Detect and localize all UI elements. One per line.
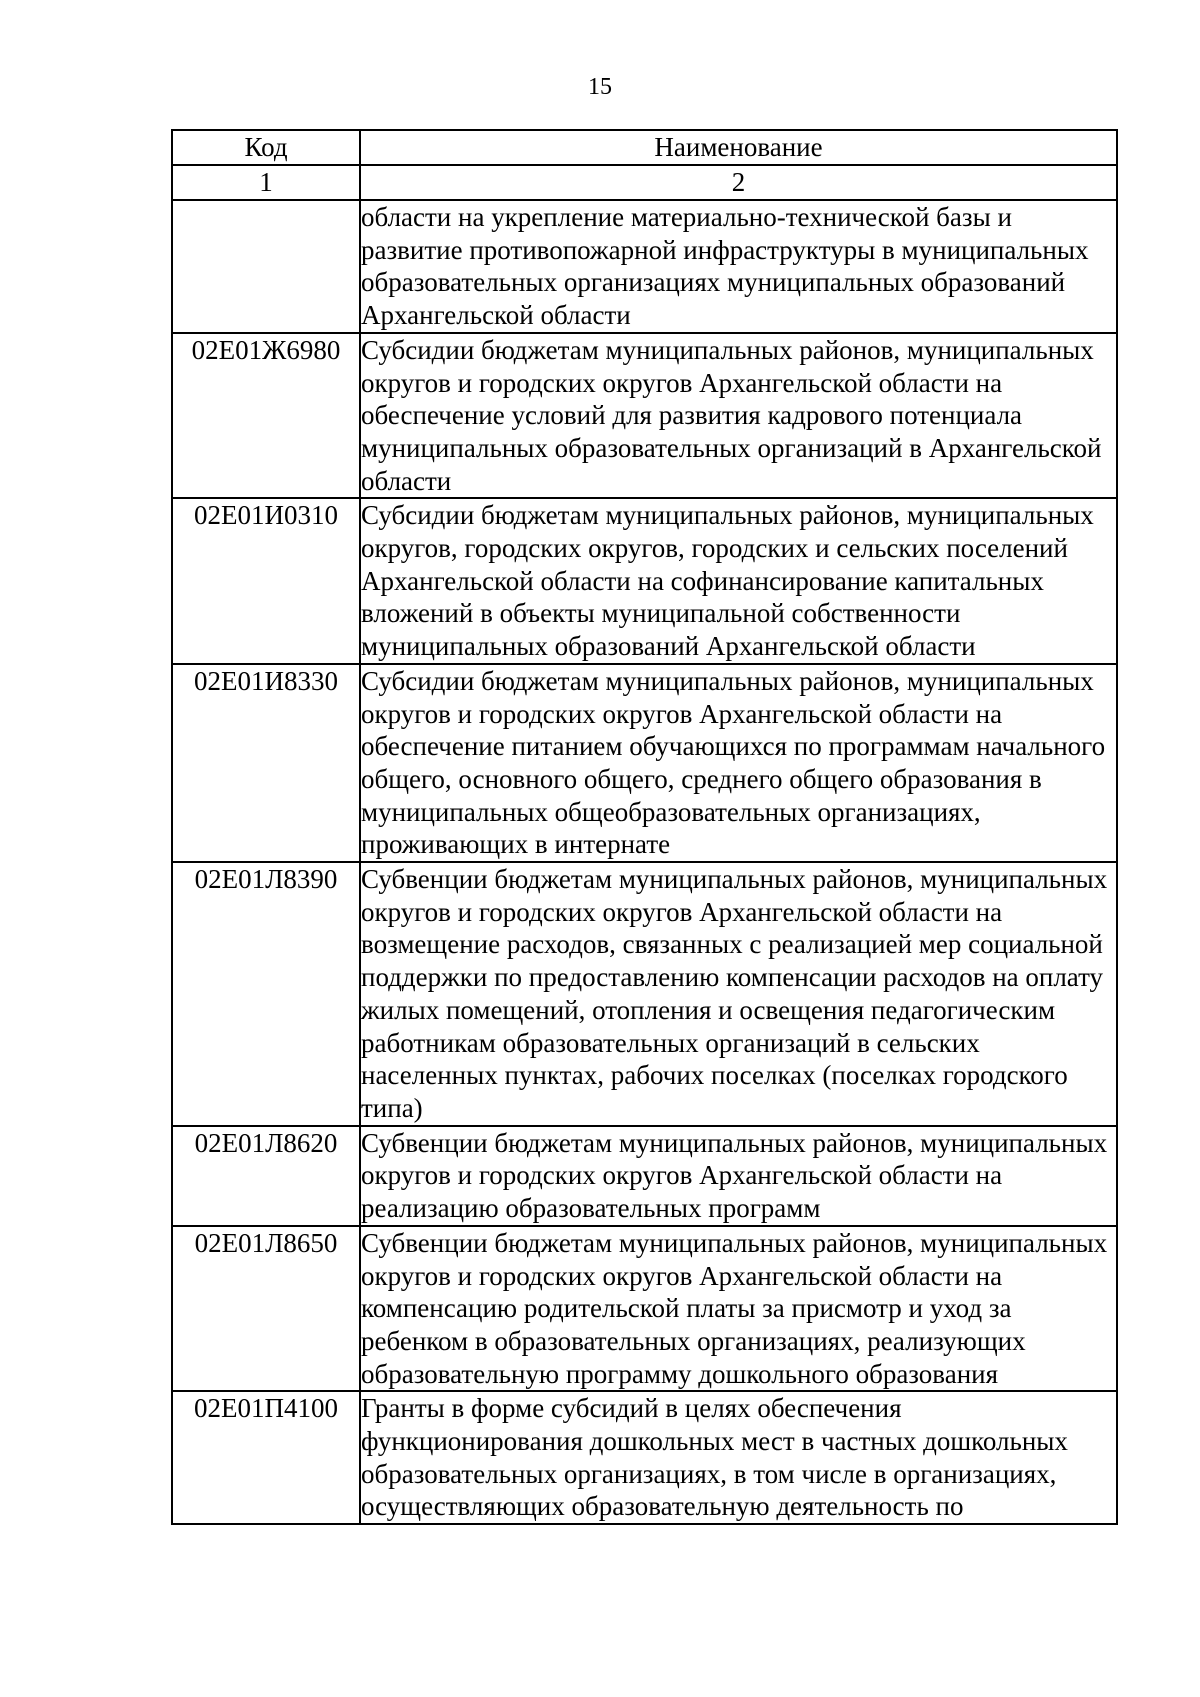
table-row [172,1226,1117,1392]
table-row [172,1391,1117,1524]
row-name: области на укрепление материально-технической базы и развитие противопожарной инфраструктуры в муниципальных образовательных организациях муниципальных образований Архангельской области [360,200,1117,333]
code-table [171,129,1118,1525]
header-row [172,130,1117,165]
page-number: 15 [588,74,612,100]
column-number-row [172,165,1117,200]
header-code: Код [172,130,360,165]
table-row [172,664,1117,862]
table-row [172,862,1117,1126]
table-row [172,1126,1117,1226]
table-row [172,498,1117,664]
row-name: Субсидии бюджетам муниципальных районов, муниципальных округов, городских округов, городских и сельских поселений Архангельской области на софинансирование капитальных вложений в объекты муниципальной собственности муниципальных образований Архангельской области [360,498,1117,664]
column-number-1: 1 [172,165,360,200]
table-row [172,200,1117,333]
row-code [172,200,360,333]
table-row [172,333,1117,499]
row-code: 02Е01Л8390 [172,862,360,1126]
row-code: 02Е01Л8620 [172,1126,360,1226]
row-name: Субсидии бюджетам муниципальных районов, муниципальных округов и городских округов Архангельской области на обеспечение питанием обучающихся по программам начального общего, основного общего, среднего общего образования в муниципальных общеобразовательных организациях, проживающих в интернате [360,664,1117,862]
row-code: 02Е01П4100 [172,1391,360,1524]
column-number-2: 2 [360,165,1117,200]
row-code: 02Е01Ж6980 [172,333,360,499]
row-code: 02Е01И0310 [172,498,360,664]
header-name: Наименование [360,130,1117,165]
row-code: 02Е01Л8650 [172,1226,360,1392]
row-name: Субвенции бюджетам муниципальных районов, муниципальных округов и городских округов Архангельской области на компенсацию родительской платы за присмотр и уход за ребенком в образовательных организациях, реализующих образовательную программу дошкольного образования [360,1226,1117,1392]
row-name: Субсидии бюджетам муниципальных районов, муниципальных округов и городских округов Архангельской области на обеспечение условий для развития кадрового потенциала муниципальных образовательных организаций в Архангельской области [360,333,1117,499]
row-name: Субвенции бюджетам муниципальных районов, муниципальных округов и городских округов Архангельской области на возмещение расходов, связанных с реализацией мер социальной поддержки по предоставлению компенсации расходов на оплату жилых помещений, отопления и освещения педагогическим работникам образовательных организаций в сельских населенных пунктах, рабочих поселках (поселках городского типа) [360,862,1117,1126]
row-name: Субвенции бюджетам муниципальных районов, муниципальных округов и городских округов Архангельской области на реализацию образовательных программ [360,1126,1117,1226]
row-code: 02Е01И8330 [172,664,360,862]
row-name: Гранты в форме субсидий в целях обеспечения функционирования дошкольных мест в частных дошкольных образовательных организациях, в том числе в организациях, осуществляющих образовательную деятельность по [360,1391,1117,1524]
